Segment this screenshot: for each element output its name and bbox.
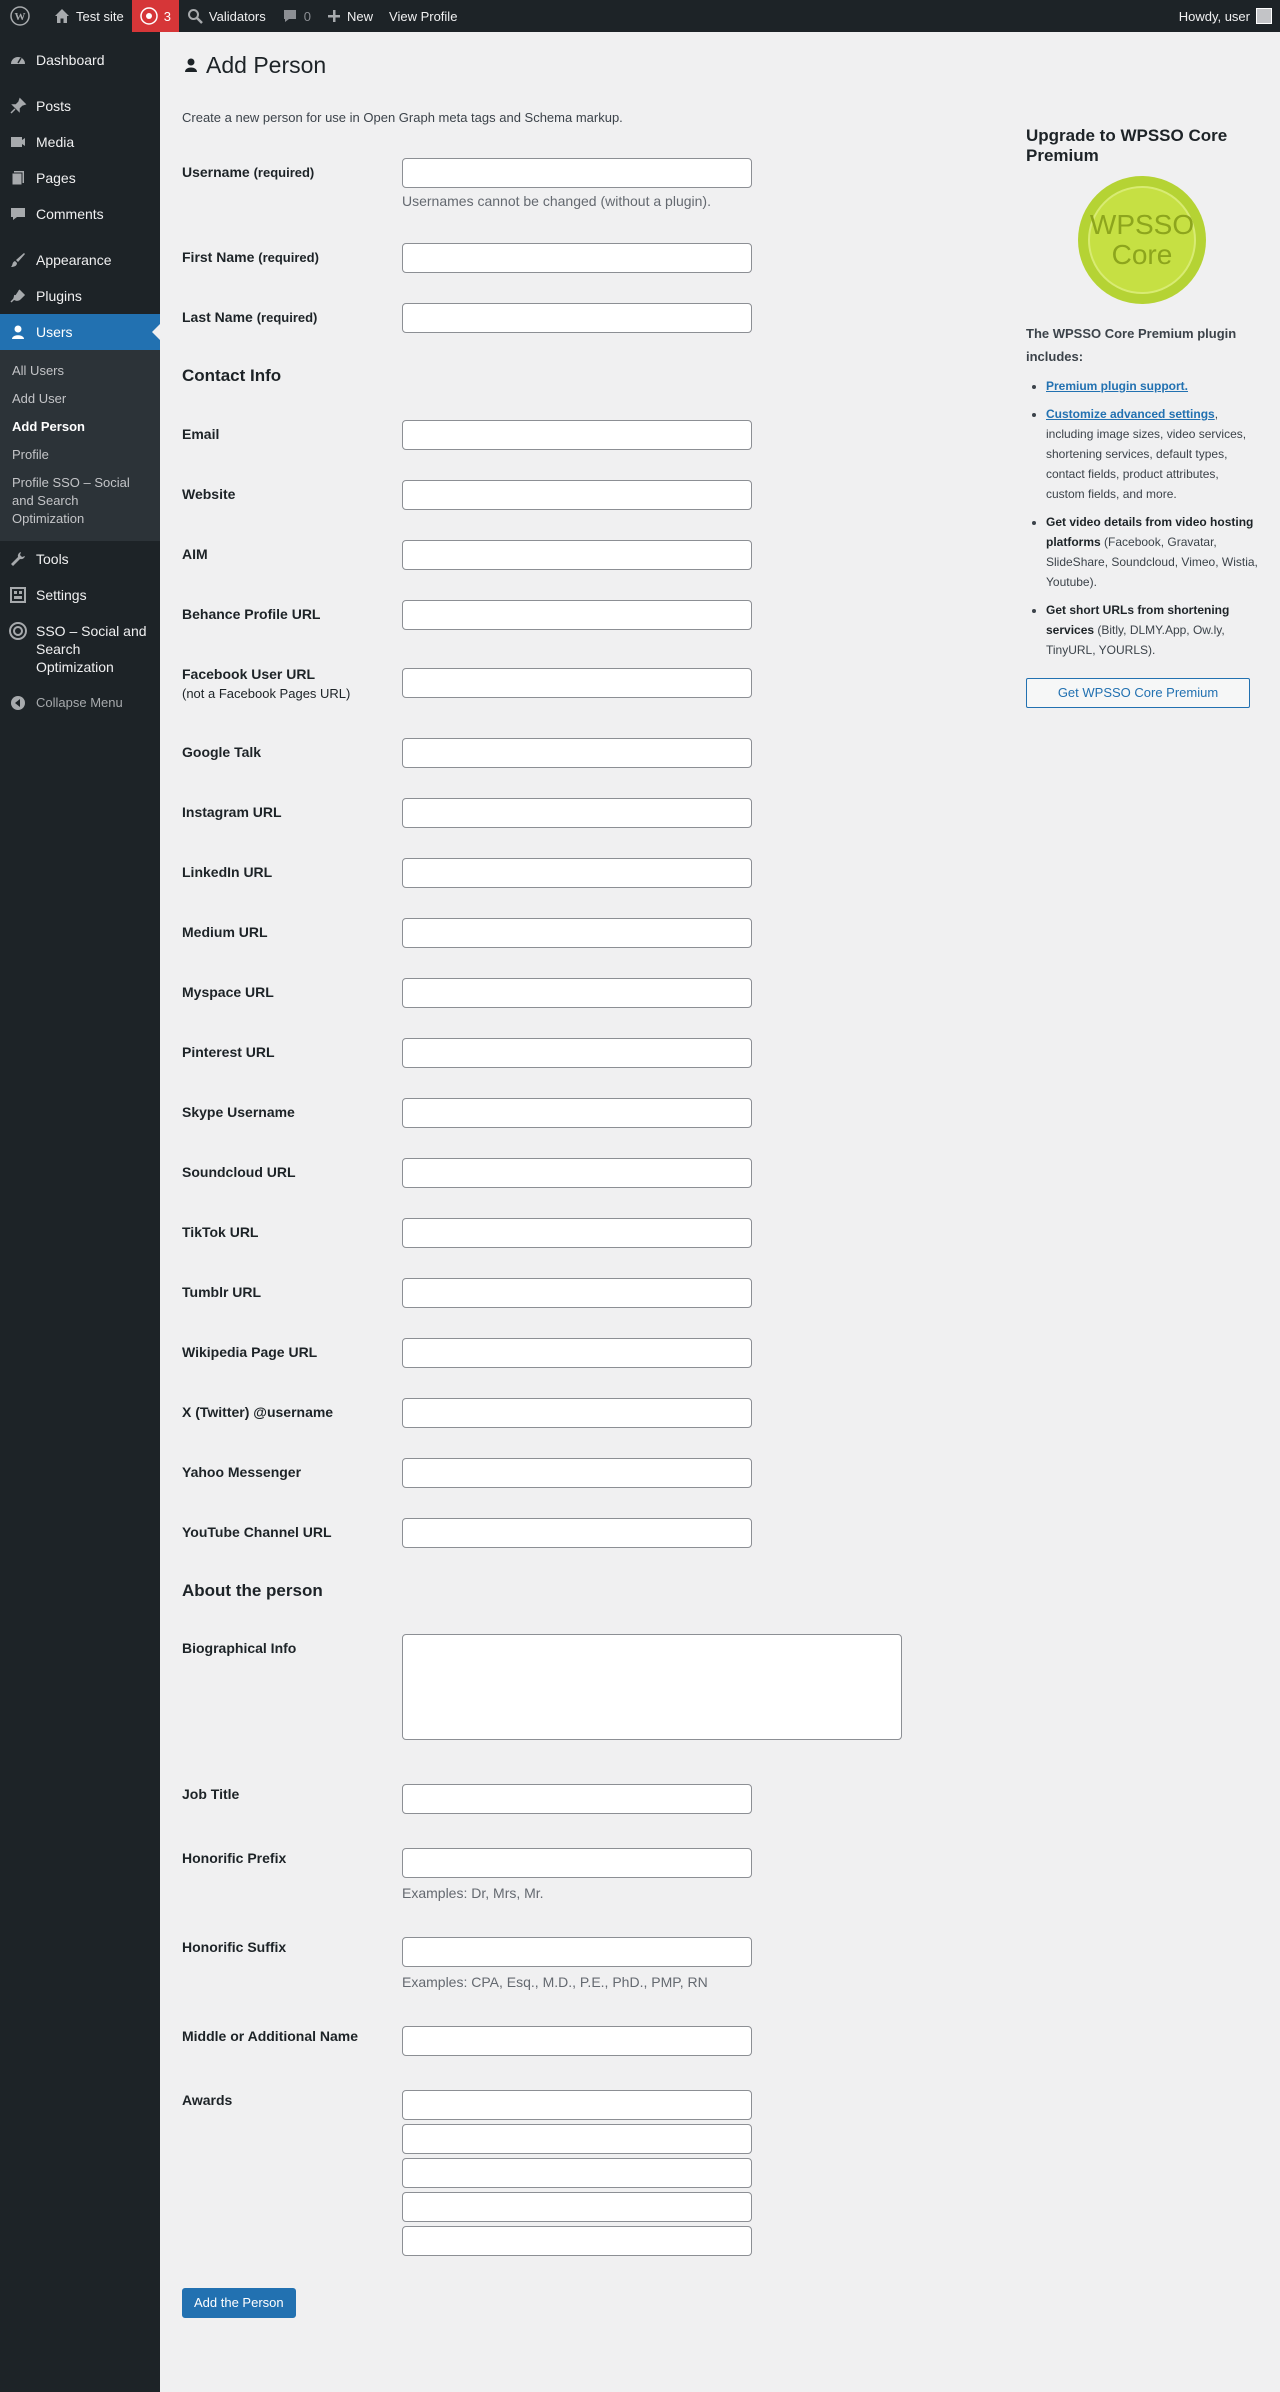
plus-icon: [327, 9, 341, 23]
feature-item: [1046, 404, 1258, 504]
menu-users[interactable]: [0, 314, 160, 350]
youtube-input[interactable]: [402, 1518, 752, 1548]
email-input[interactable]: [402, 420, 752, 450]
linkedin-input[interactable]: [402, 858, 752, 888]
submenu-profile[interactable]: Profile: [12, 447, 49, 462]
menu-label: Posts: [36, 98, 72, 114]
job-title-input[interactable]: [402, 1784, 752, 1814]
google-talk-label: Google Talk: [182, 744, 262, 760]
yahoo-label: Yahoo Messenger: [182, 1464, 302, 1480]
users-submenu: [0, 350, 160, 541]
collapse-arrow-icon: [8, 694, 28, 712]
skype-label: Skype Username: [182, 1104, 295, 1120]
admin-sidebar: [0, 32, 160, 2392]
menu-appearance[interactable]: [0, 242, 160, 278]
menu-label: Comments: [36, 206, 104, 222]
submenu-profile-sso[interactable]: Profile SSO – Social and Search Optimization: [12, 475, 130, 526]
label-text: First Name: [182, 249, 255, 265]
twitter-input[interactable]: [402, 1398, 752, 1428]
medium-label: Medium URL: [182, 924, 268, 940]
wpsso-logo-text: [1088, 186, 1196, 294]
behance-input[interactable]: [402, 600, 752, 630]
website-input[interactable]: [402, 480, 752, 510]
website-label: Website: [182, 486, 236, 502]
menu-posts[interactable]: [0, 88, 160, 124]
logo-line-2: Core: [1111, 239, 1173, 270]
myspace-input[interactable]: [402, 978, 752, 1008]
bio-textarea[interactable]: [402, 1634, 902, 1740]
first-name-label: [182, 248, 382, 267]
contact-info-heading: Contact Info: [182, 366, 282, 385]
user-icon: [182, 57, 200, 75]
feature-item: [1046, 376, 1258, 396]
upgrade-panel: [1026, 92, 1258, 708]
label-text: Facebook User URL: [182, 666, 316, 682]
brush-icon: [8, 251, 28, 269]
feature-bold: Get video details from video hosting platforms: [1046, 515, 1254, 549]
tiktok-input[interactable]: [402, 1218, 752, 1248]
howdy-text: Howdy, user: [1178, 8, 1250, 24]
tumblr-label: Tumblr URL: [182, 1284, 262, 1300]
validators-menu[interactable]: [179, 0, 274, 32]
premium-support-link[interactable]: Premium plugin support.: [1046, 379, 1189, 393]
search-icon: [187, 8, 203, 24]
site-name: Test site: [76, 8, 124, 24]
honorific-suffix-label: Honorific Suffix: [182, 1939, 287, 1955]
page-title: [182, 52, 326, 79]
middle-name-input[interactable]: [402, 2026, 752, 2056]
wikipedia-label: Wikipedia Page URL: [182, 1344, 318, 1360]
middle-name-label: Middle or Additional Name: [182, 2028, 359, 2044]
dashboard-icon: [8, 51, 28, 69]
view-profile-link[interactable]: [381, 0, 465, 32]
feature-text: (Facebook, Gravatar, SlideShare, Soundcloud, Vimeo, Wistia, Youtube).: [1046, 535, 1258, 589]
email-label: Email: [182, 426, 220, 442]
menu-label: Dashboard: [36, 52, 105, 68]
new-content-menu[interactable]: [319, 0, 381, 32]
upgrade-features: [1026, 376, 1258, 660]
menu-label: Tools: [36, 551, 69, 567]
honorific-prefix-description: Examples: Dr, Mrs, Mr.: [402, 1885, 544, 1901]
main-content: [160, 32, 1280, 2392]
job-title-label: Job Title: [182, 1786, 240, 1802]
sso-icon: [8, 622, 28, 640]
yahoo-input[interactable]: [402, 1458, 752, 1488]
pin-icon: [8, 97, 28, 115]
facebook-label: [182, 665, 382, 703]
site-name-link[interactable]: [46, 0, 132, 32]
comment-bubble-icon: [282, 8, 298, 24]
page-title-text: Add Person: [206, 52, 327, 78]
submenu-add-user[interactable]: Add User: [12, 391, 67, 406]
aim-label: AIM: [182, 546, 208, 562]
last-name-input[interactable]: [402, 303, 752, 333]
required-note: (required): [256, 310, 318, 325]
bio-label: Biographical Info: [182, 1640, 297, 1656]
comments-count: 0: [303, 8, 311, 24]
feature-text: , including image sizes, video services, shortening services, default types, contact fields, product attributes, custom fields, and more.: [1046, 407, 1247, 501]
menu-label: Pages: [36, 170, 76, 186]
notification-count: 3: [163, 8, 171, 24]
plug-icon: [8, 287, 28, 305]
home-icon: [54, 8, 70, 24]
wrench-icon: [8, 550, 28, 568]
new-label: New: [347, 8, 374, 24]
youtube-label: YouTube Channel URL: [182, 1524, 332, 1540]
tiktok-label: TikTok URL: [182, 1224, 259, 1240]
menu-comments[interactable]: [0, 196, 160, 232]
menu-label: Plugins: [36, 288, 82, 304]
admin-bar: [0, 0, 1280, 32]
menu-pages[interactable]: [0, 160, 160, 196]
feature-item: [1046, 512, 1258, 592]
media-icon: [8, 133, 28, 151]
feature-item: [1046, 600, 1258, 660]
instagram-label: Instagram URL: [182, 804, 282, 820]
menu-label: Settings: [36, 587, 87, 603]
honorific-suffix-description: Examples: CPA, Esq., M.D., P.E., PhD., PMP, RN: [402, 1974, 708, 1990]
tumblr-input[interactable]: [402, 1278, 752, 1308]
submenu-all-users[interactable]: All Users: [12, 363, 65, 378]
add-person-button[interactable]: Add the Person: [182, 2288, 296, 2318]
username-description: Usernames cannot be changed (without a plugin).: [402, 193, 711, 209]
awards-label: Awards: [182, 2092, 233, 2108]
honorific-prefix-input[interactable]: [402, 1848, 752, 1878]
last-name-label: [182, 308, 382, 327]
menu-dashboard[interactable]: [0, 42, 160, 78]
award-input-2[interactable]: [402, 2124, 752, 2154]
menu-label: Appearance: [36, 252, 112, 268]
svg-text:W: W: [14, 11, 26, 23]
aim-input[interactable]: [402, 540, 752, 570]
google-talk-input[interactable]: [402, 738, 752, 768]
label-text: Username: [182, 164, 250, 180]
facebook-input[interactable]: [402, 668, 752, 698]
pages-icon: [8, 169, 28, 187]
upgrade-intro: The WPSSO Core Premium plugin includes:: [1026, 326, 1237, 364]
twitter-label: X (Twitter) @username: [182, 1404, 334, 1420]
submenu-add-person[interactable]: Add Person: [12, 419, 85, 434]
award-input-3[interactable]: [402, 2158, 752, 2188]
wordpress-logo-icon[interactable]: [0, 0, 46, 32]
pinterest-label: Pinterest URL: [182, 1044, 275, 1060]
award-input-5[interactable]: [402, 2226, 752, 2256]
advanced-settings-link[interactable]: Customize advanced settings: [1046, 407, 1215, 421]
menu-label: Media: [36, 134, 75, 150]
my-account-menu[interactable]: [1171, 0, 1280, 32]
award-input-4[interactable]: [402, 2192, 752, 2222]
myspace-label: Myspace URL: [182, 984, 274, 1000]
award-input-1[interactable]: [402, 2090, 752, 2120]
pinterest-input[interactable]: [402, 1038, 752, 1068]
label-text: Last Name: [182, 309, 253, 325]
wikipedia-input[interactable]: [402, 1338, 752, 1368]
instagram-input[interactable]: [402, 798, 752, 828]
first-name-input[interactable]: [402, 243, 752, 273]
comments-link[interactable]: [274, 0, 319, 32]
feature-bold: Get short URLs from shortening services: [1046, 603, 1230, 637]
required-note: (required): [253, 165, 315, 180]
about-heading: About the person: [182, 1581, 323, 1600]
honorific-suffix-input[interactable]: [402, 1937, 752, 1967]
sso-alert-icon: [140, 7, 158, 25]
notifications-link[interactable]: [132, 0, 179, 32]
collapse-menu-button[interactable]: [0, 685, 160, 721]
menu-plugins[interactable]: [0, 278, 160, 314]
behance-label: Behance Profile URL: [182, 606, 321, 622]
page-intro: Create a new person for use in Open Graph meta tags and Schema markup.: [182, 110, 623, 125]
comments-icon: [8, 205, 28, 223]
feature-text: (Bitly, DLMY.App, Ow.ly, TinyURL, YOURLS).: [1046, 623, 1225, 657]
linkedin-label: LinkedIn URL: [182, 864, 273, 880]
menu-sso[interactable]: [0, 613, 160, 685]
soundcloud-input[interactable]: [402, 1158, 752, 1188]
menu-label: Users: [36, 324, 73, 340]
menu-settings[interactable]: [0, 577, 160, 613]
soundcloud-label: Soundcloud URL: [182, 1164, 296, 1180]
logo-line-1: WPSSO: [1089, 209, 1195, 240]
get-premium-button[interactable]: Get WPSSO Core Premium: [1026, 678, 1250, 708]
avatar: [1256, 8, 1272, 24]
medium-input[interactable]: [402, 918, 752, 948]
wpsso-logo: [1078, 176, 1206, 304]
view-profile-label: View Profile: [389, 8, 458, 24]
settings-icon: [8, 586, 28, 604]
collapse-label: Collapse Menu: [36, 695, 123, 710]
menu-tools[interactable]: [0, 541, 160, 577]
username-input[interactable]: [402, 158, 752, 188]
facebook-sublabel: (not a Facebook Pages URL): [182, 686, 351, 701]
upgrade-title: Upgrade to WPSSO Core Premium: [1026, 126, 1228, 165]
skype-input[interactable]: [402, 1098, 752, 1128]
honorific-prefix-label: Honorific Prefix: [182, 1850, 287, 1866]
users-icon: [8, 323, 28, 341]
menu-media[interactable]: [0, 124, 160, 160]
required-note: (required): [258, 250, 319, 265]
menu-label: SSO – Social and Search Optimization: [36, 623, 147, 675]
validators-label: Validators: [208, 8, 266, 24]
username-label: [182, 163, 382, 182]
